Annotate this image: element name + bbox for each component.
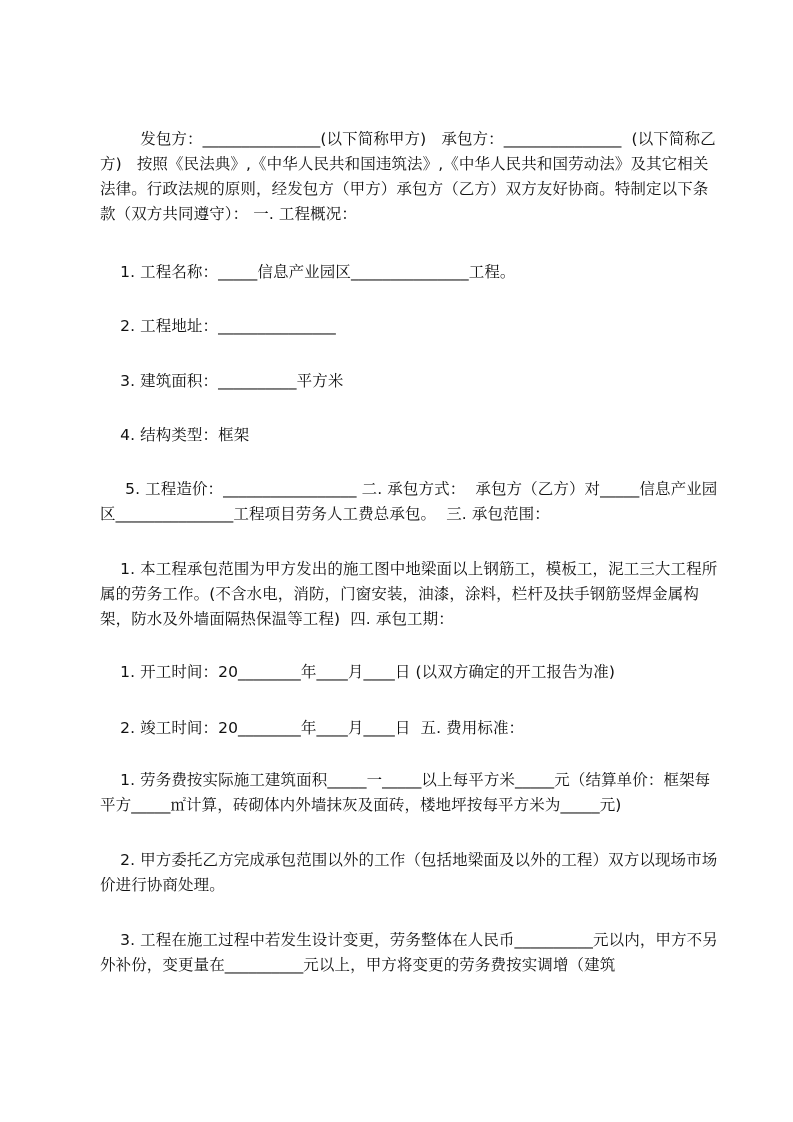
project-address-line: 2. 工程地址：_______________: [100, 317, 336, 335]
completion-date-line: 2. 竣工时间：20________年____月____日 五. 费用标准：: [100, 719, 525, 737]
labor-fee-paragraph: 1. 劳务费按实际施工建筑面积_____一_____以上每平方米_____元（结算单价：框架每平方_____㎡计算，砖砌体内外墙抹灰及面砖，楼地坪按每平方米为_____元): [100, 771, 711, 814]
structure-type-line: 4. 结构类型：框架: [100, 426, 250, 444]
intro-paragraph: 发包方：_______________(以下简称甲方) 承包方：_______________ (以下简称乙方) 按照《民法典》,《中华人民共和国违筑法》,《中华人民共和国劳动法》及其它相关法律。行政法规的原则，经发包方（甲方）承包方（乙方）双方友好协商。特制定以下条款（双方共同遵守）： 一. 工程概况：: [100, 130, 716, 223]
contract-scope-paragraph: 1. 本工程承包范围为甲方发出的施工图中地梁面以上钢筋工，模板工，泥工三大工程所属的劳务工作。(不含水电，消防，门窗安装，油漆，涂料，栏杆及扶手钢筋竖焊金属构架，防水及外墙面隔热保温等工程) 四. 承包工期：: [100, 560, 718, 628]
project-name-line: 1. 工程名称：_____信息产业园区_______________工程。: [100, 263, 516, 281]
extra-work-paragraph: 2. 甲方委托乙方完成承包范围以外的工作（包括地梁面及以外的工程）双方以现场市场价进行协商处理。: [100, 851, 718, 894]
design-change-paragraph: 3. 工程在施工过程中若发生设计变更，劳务整体在人民币__________元以内，甲方不另外补份，变更量在__________元以上，甲方将变更的劳务费按实调增（建筑: [100, 931, 718, 974]
project-cost-contract-method: 5. 工程造价：_________________ 二. 承包方式： 承包方（乙方）对_____信息产业园区_______________工程项目劳务人工费总承包。 三. 承包范围：: [100, 480, 718, 523]
building-area-line: 3. 建筑面积：__________平方米: [100, 372, 344, 390]
start-date-line: 1. 开工时间：20________年____月____日 (以双方确定的开工报告为准): [100, 663, 615, 681]
